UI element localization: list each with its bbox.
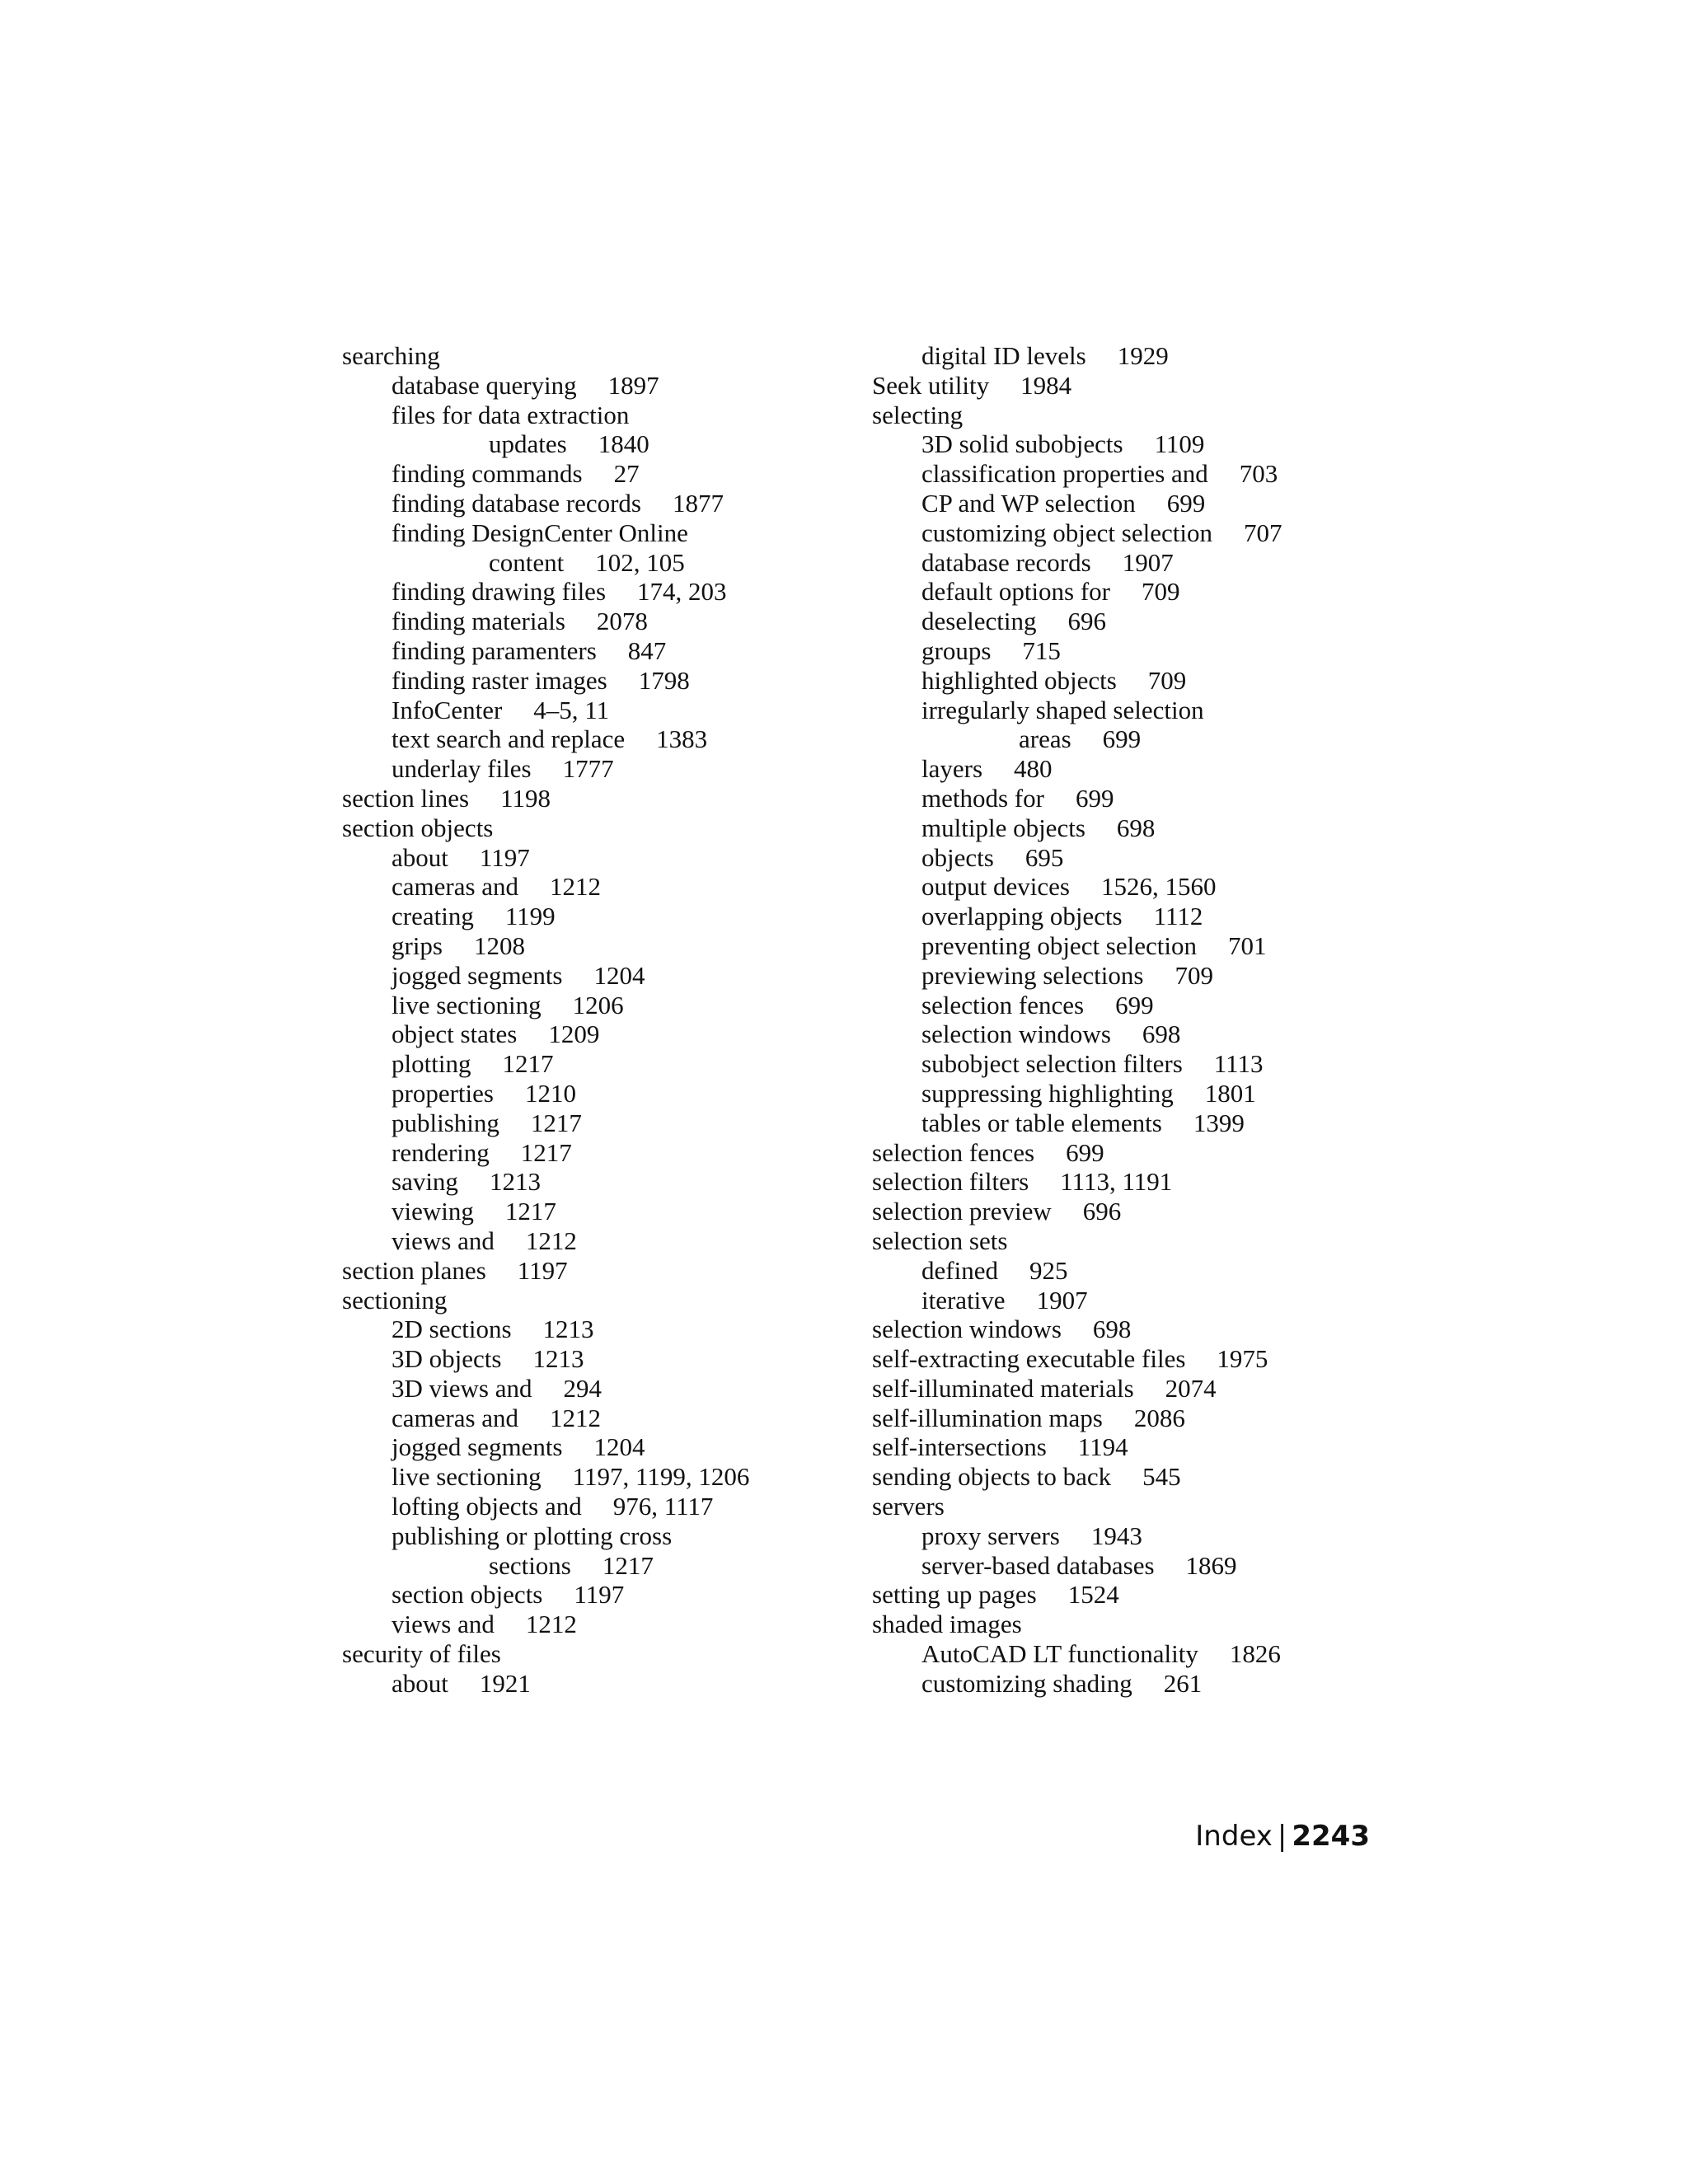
entry-term: text search and replace: [392, 724, 626, 754]
index-subentry: [872, 991, 1383, 1020]
entry-term: creating: [392, 902, 474, 931]
entry-term: proxy servers: [921, 1521, 1060, 1550]
entry-term: properties: [392, 1078, 494, 1108]
entry-page-refs: 1204: [593, 960, 645, 990]
entry-term: selection windows: [872, 1315, 1062, 1344]
entry-page-refs: 1194: [1077, 1432, 1128, 1462]
index-entry: [342, 341, 853, 371]
index-subentry: [342, 636, 853, 666]
entry-page-refs: 1197: [517, 1255, 568, 1285]
entry-page-refs: 1907: [1036, 1285, 1088, 1315]
index-subentry: [342, 724, 853, 754]
entry-page-refs: 1113: [1213, 1049, 1264, 1079]
entry-term: Seek utility: [872, 370, 990, 400]
entry-term: selection sets: [872, 1226, 1008, 1255]
entry-term: self-intersections: [872, 1432, 1047, 1462]
entry-page-refs: 1210: [524, 1078, 576, 1108]
entry-page-refs: 701: [1228, 930, 1267, 960]
entry-term: views and: [392, 1226, 495, 1255]
entry-page-refs: 695: [1025, 842, 1064, 872]
entry-term: security of files: [342, 1639, 501, 1669]
entry-term: content: [489, 547, 565, 577]
entry-page-refs: 480: [1014, 754, 1053, 784]
entry-term: object states: [392, 1019, 518, 1049]
index-subentry: [342, 1669, 853, 1699]
index-subentry: [342, 1432, 853, 1462]
entry-page-refs: 1212: [550, 1403, 602, 1432]
entry-term: section lines: [342, 783, 470, 813]
entry-term: cameras and: [392, 1403, 519, 1432]
entry-term: self-illuminated materials: [872, 1373, 1134, 1403]
entry-term: section objects: [342, 813, 494, 842]
index-subentry: [872, 961, 1383, 991]
index-subentry: [342, 518, 853, 548]
entry-term: tables or table elements: [921, 1108, 1162, 1137]
index-subentry: [872, 754, 1383, 784]
entry-term: output devices: [921, 872, 1070, 902]
entry-term: publishing or plotting cross: [392, 1521, 673, 1550]
entry-term: default options for: [921, 577, 1111, 607]
entry-page-refs: 703: [1239, 459, 1278, 489]
entry-term: methods for: [921, 783, 1044, 813]
entry-term: finding drawing files: [392, 577, 607, 607]
entry-term: cameras and: [392, 872, 519, 902]
entry-page-refs: 707: [1243, 518, 1282, 547]
index-subentry: [872, 459, 1383, 489]
entry-page-refs: 4–5, 11: [533, 695, 610, 724]
entry-term: database querying: [392, 370, 577, 400]
index-subentry-continuation: [872, 724, 1383, 754]
entry-page-refs: 1217: [530, 1108, 582, 1137]
entry-page-refs: 1798: [638, 665, 690, 695]
entry-term: finding DesignCenter Online: [392, 518, 688, 547]
entry-page-refs: 1801: [1204, 1078, 1256, 1108]
entry-page-refs: 1212: [550, 872, 602, 902]
entry-term: AutoCAD LT functionality: [921, 1639, 1198, 1669]
entry-term: publishing: [392, 1108, 499, 1137]
index-subentry: [872, 1669, 1383, 1699]
entry-page-refs: 696: [1067, 607, 1106, 636]
entry-page-refs: 1217: [502, 1049, 554, 1079]
entry-page-refs: 1197: [479, 842, 530, 872]
index-subentry: [342, 843, 853, 873]
index-subentry: [872, 577, 1383, 607]
index-subentry: [872, 872, 1383, 902]
entry-page-refs: 709: [1175, 960, 1213, 990]
index-entry: [872, 1492, 1383, 1521]
index-subentry: [872, 341, 1383, 371]
entry-term: finding commands: [392, 459, 583, 489]
entry-term: defined: [921, 1255, 998, 1285]
entry-page-refs: 1208: [474, 930, 525, 960]
entry-term: objects: [921, 842, 994, 872]
index-entry: [872, 1167, 1383, 1197]
entry-term: classification properties and: [921, 459, 1208, 489]
entry-term: preventing object selection: [921, 930, 1197, 960]
index-subentry: [872, 636, 1383, 666]
entry-page-refs: 1217: [520, 1137, 572, 1167]
entry-page-refs: 1206: [572, 990, 624, 1019]
index-subentry: [872, 518, 1383, 548]
index-entry: [342, 1256, 853, 1286]
entry-term: selecting: [872, 400, 964, 429]
index-subentry: [872, 1049, 1383, 1079]
index-subentry: [342, 1610, 853, 1639]
entry-page-refs: 925: [1029, 1255, 1068, 1285]
index-subentry-continuation: [342, 548, 853, 578]
entry-page-refs: 1112: [1153, 902, 1203, 931]
index-subentry: [872, 843, 1383, 873]
entry-term: highlighted objects: [921, 665, 1117, 695]
entry-term: selection filters: [872, 1167, 1029, 1197]
index-subentry: [342, 1138, 853, 1168]
index-subentry: [342, 902, 853, 931]
entry-term: iterative: [921, 1285, 1006, 1315]
index-subentry: [342, 607, 853, 636]
entry-term: InfoCenter: [392, 695, 503, 724]
entry-page-refs: 709: [1147, 665, 1187, 695]
entry-page-refs: 696: [1082, 1197, 1122, 1226]
entry-term: self-illumination maps: [872, 1403, 1103, 1432]
entry-term: suppressing highlighting: [921, 1078, 1174, 1108]
entry-page-refs: 1777: [562, 754, 614, 784]
index-entry: [872, 1432, 1383, 1462]
entry-term: live sectioning: [392, 990, 542, 1019]
entry-term: 2D sections: [392, 1315, 512, 1344]
entry-term: finding materials: [392, 607, 565, 636]
index-entry: [342, 784, 853, 813]
entry-page-refs: 1209: [548, 1019, 600, 1049]
entry-term: live sectioning: [392, 1462, 542, 1492]
entry-term: selection fences: [921, 990, 1085, 1019]
index-subentry: [872, 813, 1383, 843]
entry-page-refs: 1217: [504, 1197, 556, 1226]
entry-term: 3D solid subobjects: [921, 429, 1123, 459]
entry-page-refs: 1197: [574, 1580, 625, 1610]
entry-page-refs: 1840: [598, 429, 649, 459]
index-subentry: [342, 371, 853, 401]
index-subentry-continuation: [342, 1551, 853, 1581]
entry-page-refs: 709: [1142, 577, 1180, 607]
footer-separator: |: [1277, 1820, 1287, 1853]
index-subentry: [342, 1462, 853, 1492]
entry-page-refs: 1199: [504, 902, 556, 931]
index-subentry: [872, 1521, 1383, 1551]
index-subentry: [872, 666, 1383, 696]
index-entry: [342, 1286, 853, 1315]
index-subentry: [342, 1521, 853, 1551]
entry-term: finding database records: [392, 488, 641, 518]
index-entry: [872, 1197, 1383, 1226]
entry-term: about: [392, 1668, 448, 1698]
index-subentry: [342, 696, 853, 725]
entry-page-refs: 699: [1075, 783, 1114, 813]
index-subentry: [872, 1019, 1383, 1049]
index-subentry: [342, 577, 853, 607]
entry-page-refs: 699: [1102, 724, 1142, 754]
entry-term: finding raster images: [392, 665, 607, 695]
entry-term: searching: [342, 341, 440, 370]
index-entry: [872, 1610, 1383, 1639]
index-subentry: [342, 1344, 853, 1374]
entry-term: grips: [392, 930, 443, 960]
entry-page-refs: 1975: [1217, 1344, 1268, 1374]
entry-page-refs: 1217: [602, 1550, 654, 1580]
entry-term: updates: [489, 429, 567, 459]
index-subentry: [872, 548, 1383, 578]
index-entry: [872, 401, 1383, 430]
page-footer: [1195, 1820, 1370, 1853]
entry-page-refs: 699: [1115, 990, 1154, 1019]
entry-term: sectioning: [342, 1285, 448, 1315]
entry-term: jogged segments: [392, 1432, 563, 1462]
entry-page-refs: 1897: [607, 370, 659, 400]
entry-term: previewing selections: [921, 960, 1144, 990]
index-entry: [872, 1344, 1383, 1374]
entry-page-refs: 715: [1022, 635, 1061, 665]
entry-page-refs: 1921: [479, 1668, 531, 1698]
entry-term: saving: [392, 1167, 458, 1197]
index-subentry: [872, 784, 1383, 813]
entry-term: layers: [921, 754, 983, 784]
entry-term: underlay files: [392, 754, 532, 784]
entry-term: selection preview: [872, 1197, 1052, 1226]
entry-page-refs: 1877: [673, 488, 724, 518]
entry-term: 3D views and: [392, 1373, 532, 1403]
entry-term: 3D objects: [392, 1344, 502, 1374]
entry-page-refs: 1383: [656, 724, 708, 754]
entry-page-refs: 27: [613, 459, 640, 489]
entry-term: areas: [1019, 724, 1071, 754]
index-entry: [872, 1462, 1383, 1492]
entry-term: servers: [872, 1492, 945, 1521]
index-subentry: [342, 1049, 853, 1079]
entry-page-refs: 1197, 1199, 1206: [572, 1462, 750, 1492]
entry-page-refs: 174, 203: [637, 577, 727, 607]
index-column-left: [342, 341, 853, 1699]
entry-term: lofting objects and: [392, 1492, 582, 1521]
entry-page-refs: 1109: [1154, 429, 1205, 459]
index-subentry: [872, 489, 1383, 518]
entry-term: selection fences: [872, 1137, 1035, 1167]
index-entry: [342, 1639, 853, 1669]
index-subentry: [342, 991, 853, 1020]
index-subentry: [872, 429, 1383, 459]
entry-term: CP and WP selection: [921, 488, 1136, 518]
index-subentry: [342, 1492, 853, 1521]
index-subentry: [872, 1256, 1383, 1286]
entry-term: views and: [392, 1610, 495, 1639]
index-entry: [872, 1404, 1383, 1433]
entry-term: customizing object selection: [921, 518, 1212, 547]
entry-term: customizing shading: [921, 1668, 1132, 1698]
entry-page-refs: 1526, 1560: [1100, 872, 1217, 902]
entry-page-refs: 1826: [1229, 1639, 1281, 1669]
index-subentry: [342, 1108, 853, 1138]
entry-page-refs: 2074: [1165, 1373, 1217, 1403]
entry-page-refs: 1213: [542, 1315, 594, 1344]
page-number: 2243: [1292, 1820, 1370, 1853]
index-subentry: [342, 401, 853, 430]
entry-page-refs: 1213: [489, 1167, 541, 1197]
entry-page-refs: 1113, 1191: [1060, 1167, 1173, 1197]
index-subentry: [872, 1639, 1383, 1669]
index-entry: [872, 371, 1383, 401]
index-subentry: [872, 1108, 1383, 1138]
entry-term: files for data extraction: [392, 400, 630, 429]
index-column-right: [872, 341, 1383, 1699]
index-entry: [872, 1315, 1383, 1344]
index-subentry: [872, 931, 1383, 961]
entry-term: jogged segments: [392, 960, 563, 990]
entry-page-refs: 1984: [1020, 370, 1072, 400]
index-entry: [342, 813, 853, 843]
entry-term: shaded images: [872, 1610, 1022, 1639]
entry-page-refs: 1929: [1117, 341, 1169, 370]
index-subentry: [342, 1404, 853, 1433]
index-subentry: [342, 1167, 853, 1197]
entry-term: digital ID levels: [921, 341, 1086, 370]
entry-page-refs: 102, 105: [595, 547, 685, 577]
index-subentry: [342, 1079, 853, 1108]
entry-term: sending objects to back: [872, 1462, 1112, 1492]
index-subentry: [342, 1580, 853, 1610]
entry-page-refs: 699: [1166, 488, 1206, 518]
index-subentry: [342, 1374, 853, 1404]
entry-page-refs: 698: [1116, 813, 1156, 842]
entry-page-refs: 261: [1163, 1668, 1203, 1698]
entry-page-refs: 847: [627, 635, 667, 665]
entry-term: deselecting: [921, 607, 1037, 636]
index-entry: [872, 1580, 1383, 1610]
entry-term: sections: [489, 1550, 571, 1580]
entry-page-refs: 1524: [1067, 1580, 1119, 1610]
entry-term: plotting: [392, 1049, 471, 1079]
index-subentry: [342, 1019, 853, 1049]
index-subentry: [342, 459, 853, 489]
entry-term: groups: [921, 635, 992, 665]
index-subentry: [342, 872, 853, 902]
entry-term: viewing: [392, 1197, 474, 1226]
entry-term: database records: [921, 547, 1091, 577]
index-subentry: [872, 696, 1383, 725]
entry-page-refs: 1399: [1193, 1108, 1245, 1137]
entry-term: irregularly shaped selection: [921, 695, 1204, 724]
entry-term: selection windows: [921, 1019, 1111, 1049]
index-subentry: [872, 1286, 1383, 1315]
entry-page-refs: 1212: [525, 1610, 577, 1639]
entry-term: section planes: [342, 1255, 486, 1285]
index-subentry: [342, 961, 853, 991]
index-subentry: [342, 666, 853, 696]
index-entry: [872, 1226, 1383, 1256]
index-subentry: [342, 754, 853, 784]
entry-term: finding paramenters: [392, 635, 597, 665]
entry-page-refs: 698: [1142, 1019, 1181, 1049]
entry-term: server-based databases: [921, 1550, 1155, 1580]
entry-page-refs: 545: [1142, 1462, 1181, 1492]
entry-term: subobject selection filters: [921, 1049, 1183, 1079]
entry-page-refs: 698: [1092, 1315, 1132, 1344]
index-subentry: [342, 1226, 853, 1256]
entry-term: section objects: [392, 1580, 543, 1610]
entry-page-refs: 1204: [593, 1432, 645, 1462]
entry-page-refs: 1907: [1122, 547, 1174, 577]
index-entry: [872, 1138, 1383, 1168]
entry-term: setting up pages: [872, 1580, 1037, 1610]
entry-term: self-extracting executable files: [872, 1344, 1186, 1374]
entry-page-refs: 1198: [500, 783, 551, 813]
entry-term: overlapping objects: [921, 902, 1123, 931]
index-entry: [872, 1374, 1383, 1404]
index-subentry: [342, 931, 853, 961]
index-subentry: [872, 607, 1383, 636]
entry-page-refs: 699: [1066, 1137, 1104, 1167]
index-subentry: [872, 1079, 1383, 1108]
entry-page-refs: 1869: [1185, 1550, 1237, 1580]
entry-term: rendering: [392, 1137, 490, 1167]
index-subentry: [342, 1315, 853, 1344]
entry-page-refs: 294: [563, 1373, 602, 1403]
entry-page-refs: 1213: [532, 1344, 584, 1374]
index-subentry: [342, 1197, 853, 1226]
entry-page-refs: 1943: [1090, 1521, 1142, 1550]
entry-term: multiple objects: [921, 813, 1085, 842]
entry-page-refs: 2078: [596, 607, 648, 636]
index-subentry-continuation: [342, 429, 853, 459]
entry-page-refs: 976, 1117: [612, 1492, 714, 1521]
footer-section-label: Index: [1195, 1820, 1273, 1853]
index-subentry: [342, 489, 853, 518]
entry-page-refs: 1212: [525, 1226, 577, 1255]
index-subentry: [872, 1551, 1383, 1581]
entry-term: about: [392, 842, 448, 872]
entry-page-refs: 2086: [1133, 1403, 1185, 1432]
index-subentry: [872, 902, 1383, 931]
